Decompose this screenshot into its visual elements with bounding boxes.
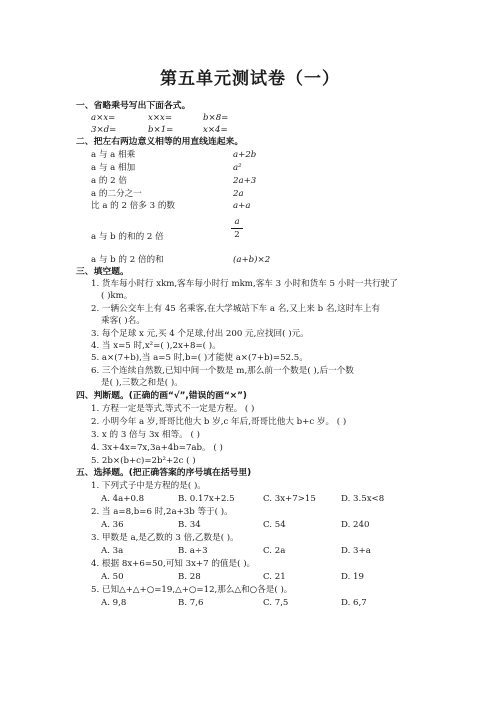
s5-option: A. 3a <box>101 546 124 556</box>
s5-option: D. 3+a <box>341 546 371 556</box>
s5-option: B. 0.17x+2.5 <box>178 494 235 504</box>
s2-right-item: 2a <box>233 189 244 199</box>
s5-option: A. 50 <box>101 572 124 582</box>
s2-right-item: a+a <box>233 201 251 211</box>
s5-question: 2. 当 a=8,b=6 时,2a+3b 等于( )。 <box>91 507 233 517</box>
s5-option: B. 34 <box>178 520 201 530</box>
s4-line: 4. 3x+4x=7x,3a+4b=7ab。 ( ) <box>91 443 223 453</box>
section-2-heading: 二、把左右两边意义相等的用直线连起来。 <box>76 137 244 147</box>
s5-question: 3. 甲数是 a,是乙数的 3 倍,乙数是( )。 <box>91 533 239 543</box>
s5-option: B. a÷3 <box>178 546 208 556</box>
s5-option: D. 240 <box>341 520 370 530</box>
s5-option: D. 19 <box>341 572 364 582</box>
s3-line: ( )km。 <box>101 291 133 301</box>
s5-option: A. 4a+0.8 <box>101 494 145 504</box>
s4-line: 2. 小明今年 a 岁,哥哥比他大 b 岁,c 年后,哥哥比他大 b+c 岁。 ( ) <box>91 417 347 427</box>
s5-option: C. 21 <box>263 572 286 582</box>
s2-left-item: 比 a 的 2 倍多 3 的数 <box>91 201 176 211</box>
s2-right-item: a+2b <box>233 150 257 160</box>
section-3-heading: 三、填空题。 <box>76 267 129 277</box>
s5-option: C. 3x+7>15 <box>263 494 316 504</box>
s3-line: 3. 每个足球 x 元,买 4 个足球,付出 200 元,应找回( )元。 <box>91 329 309 339</box>
s5-option: C. 2a <box>263 546 286 556</box>
s3-line: 2. 一辆公交车上有 45 名乘客,在大学城站下车 a 名,又上来 b 名,这时车上有 <box>91 304 381 314</box>
s3-line: 5. a×(7+b),当 a=5 时,b=( )才能使 a×(7+b)=52.5。 <box>91 353 308 363</box>
s3-line: 是( ),三数之和是( )。 <box>101 378 183 388</box>
s5-question: 1. 下列式子中是方程的是( )。 <box>91 481 206 491</box>
s5-option: D. 3.5x<8 <box>341 494 385 504</box>
section-4-heading: 四、判断题。(正确的画“√”,错误的画“×”) <box>76 391 247 401</box>
s2-left-item: a 的 2 倍 <box>91 176 127 186</box>
s2-left-item: a 与 b 的和的 2 倍 <box>91 232 164 242</box>
fraction-denominator: 2 <box>234 230 240 240</box>
fraction-bar <box>231 228 243 229</box>
s5-question: 5. 已知△+△+○=19,△+○=12,那么△和○各是( )。 <box>91 585 293 595</box>
fraction-numerator: a <box>234 217 240 227</box>
s2-left-item: a 与 a 相加 <box>91 163 136 173</box>
s3-line: 6. 三个连续自然数,已知中间一个数是 m,那么前一个数是( ),后一个数 <box>91 366 354 376</box>
s5-option: B. 7,6 <box>178 598 204 608</box>
s1-item: b×1= <box>148 125 174 135</box>
section-1-heading: 一、省略乘号写出下面各式。 <box>76 101 191 111</box>
s5-question: 4. 根据 8x+6=50,可知 3x+7 的值是( )。 <box>91 559 256 569</box>
s1-item: x×4= <box>203 125 228 135</box>
s1-item: a×x= <box>91 113 116 123</box>
s5-option: A. 9,8 <box>101 598 127 608</box>
s4-line: 3. x 的 3 倍与 3x 相等。 ( ) <box>91 430 200 440</box>
s2-left-item: a 与 b 的 2 倍的和 <box>91 255 164 265</box>
s2-right-fraction <box>231 217 243 240</box>
s2-right-item: a² <box>233 163 242 173</box>
s1-item: 3×d= <box>91 125 117 135</box>
s5-option: C. 54 <box>263 520 286 530</box>
s5-option: B. 28 <box>178 572 201 582</box>
s3-line: 乘客( )名。 <box>101 316 145 326</box>
s1-item: b×8= <box>203 113 229 123</box>
s2-left-item: a 的二分之一 <box>91 189 142 199</box>
s2-right-item: 2a+3 <box>233 176 257 186</box>
s5-option: D. 6,7 <box>341 598 367 608</box>
s3-line: 4. 当 x=5 时,x²=( ),2x+8=( )。 <box>91 341 221 351</box>
s5-option: A. 36 <box>101 520 124 530</box>
page-title: 第五单元测试卷（一） <box>160 69 340 89</box>
s2-right-item: (a+b)×2 <box>233 255 271 265</box>
s1-item: x×x= <box>148 113 173 123</box>
s3-line: 1. 货车每小时行 xkm,客车每小时行 mkm,客车 3 小时和货车 5 小时一共行驶了 <box>91 279 398 289</box>
s4-line: 1. 方程一定是等式,等式不一定是方程。 ( ) <box>91 404 255 414</box>
section-5-heading: 五、选择题。(把正确答案的序号填在括号里) <box>76 468 252 478</box>
s5-option: C. 7,5 <box>263 598 289 608</box>
s4-line: 5. 2b×(b+c)=2b²+2c ( ) <box>91 456 196 466</box>
s2-left-item: a 与 a 相乘 <box>91 150 136 160</box>
